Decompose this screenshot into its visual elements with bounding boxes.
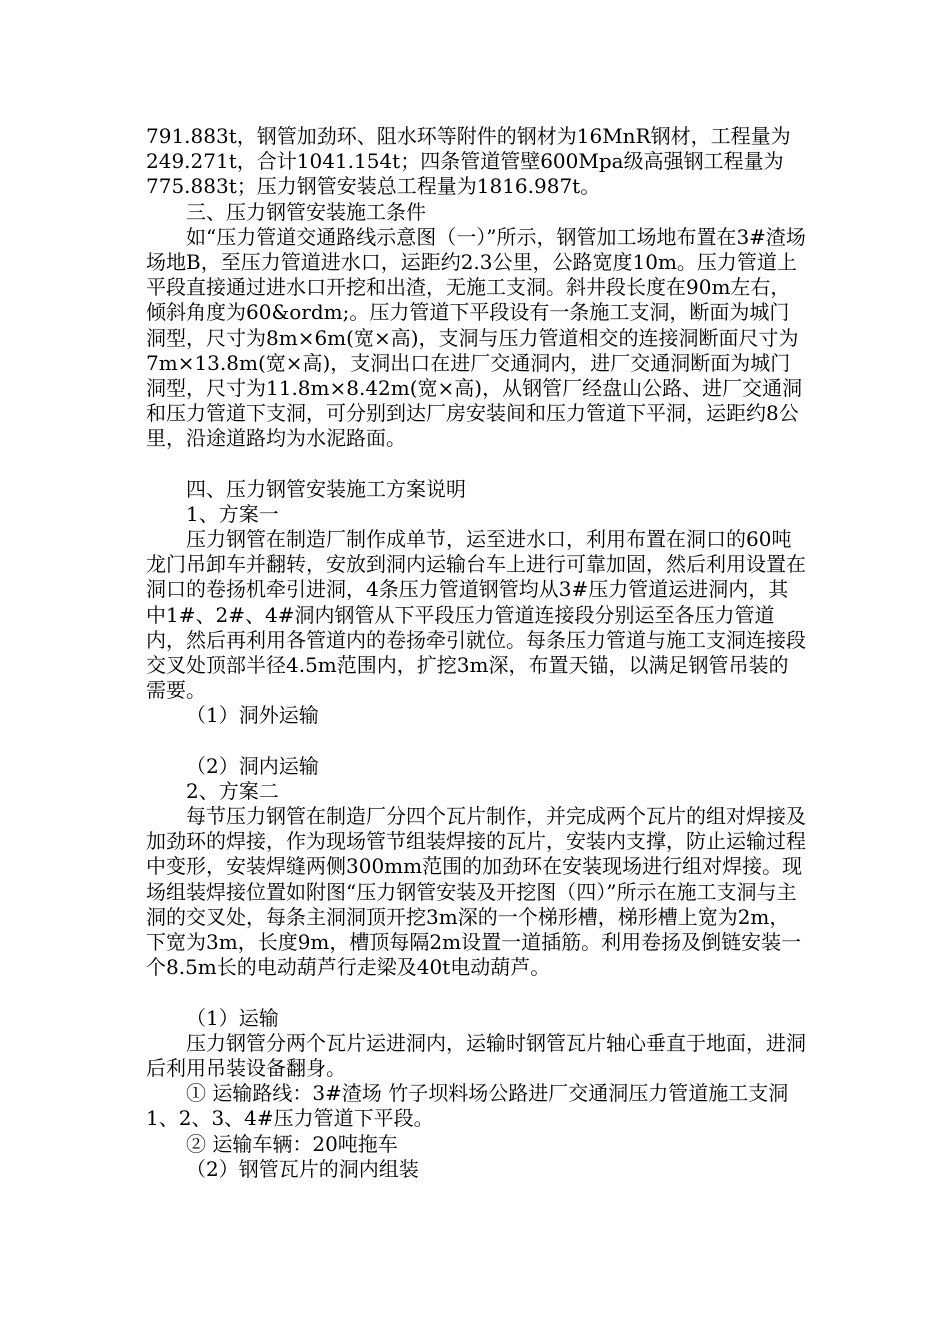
- blank-line: [146, 729, 806, 754]
- blank-line: [146, 981, 806, 1006]
- subheading-plan-2: 2、方案二: [186, 778, 279, 803]
- item-transport-route: ① 运输路线：3#渣场 竹子坝料场公路进厂交通洞压力管道施工支洞1、2、3、4#压力管道下平段。: [146, 1081, 789, 1131]
- item-transport: （1）运输: [186, 1005, 279, 1030]
- paragraph-plan-1: 压力钢管在制造厂制作成单节，运至进水口，利用布置在洞口的60吨龙门吊卸车并翻转，安放到洞内运输台车上进行可靠加固，然后利用设置在洞口的卷扬机牵引进洞，4条压力管道钢管均从3#压力管道运进洞内，其中1#、2#、4#洞内钢管从下平段压力管道连接段分别运至各压力管道内，然后再利用各管道内的卷扬牵引就位。每条压力管道与施工支洞连接段交叉处顶部半径4.5m范围内，扩挖3m深，布置天锚，以满足钢管吊装的需要。: [146, 527, 806, 703]
- item-tile-assembly: （2）钢管瓦片的洞内组装: [186, 1156, 419, 1181]
- section-heading-4: 四、压力钢管安装施工方案说明: [186, 476, 466, 501]
- blank-line: [146, 452, 806, 477]
- document-body: [146, 124, 806, 1182]
- paragraph-quantities: 791.883t，钢管加劲环、阻水环等附件的钢材为16MnR钢材，工程量为249.271t，合计1041.154t；四条管道管壁600Mpa级高强钢工程量为775.883t；压力钢管安装总工程量为1816.987t。: [146, 124, 791, 199]
- item-outside-transport: （1）洞外运输: [186, 703, 319, 728]
- paragraph-conditions: 如“压力管道交通路线示意图（一）”所示，钢管加工场地布置在3#渣场场地B，至压力管道进水口，运距约2.3公里，公路宽度10m。压力管道上平段直接通过进水口开挖和出渣，无施工支洞。斜井段长度在90m左右，倾斜角度为60&ordm;。压力管道下平段设有一条施工支洞，断面为城门洞型，尺寸为8m×6m(宽×高)，支洞与压力管道相交的连接洞断面尺寸为7m×13.8m(宽×高)，支洞出口在进厂交通洞内，进厂交通洞断面为城门洞型，尺寸为11.8m×8.42m(宽×高)，从钢管厂经盘山公路、进厂交通洞和压力管道下支洞，可分别到达厂房安装间和压力管道下平洞，运距约8公里，沿途道路均为水泥路面。: [146, 224, 806, 451]
- paragraph-transport: 压力钢管分两个瓦片运进洞内，运输时钢管瓦片轴心垂直于地面，进洞后利用吊装设备翻身。: [146, 1030, 806, 1080]
- paragraph-plan-2: 每节压力钢管在制造厂分四个瓦片制作，并完成两个瓦片的组对焊接及加劲环的焊接，作为现场管节组装焊接的瓦片，安装内支撑，防止运输过程中变形，安装焊缝两侧300mm范围的加劲环在安装现场进行组对焊接。现场组装焊接位置如附图“压力钢管安装及开挖图（四）”所示在施工支洞与主洞的交叉处，每条主洞洞顶开挖3m深的一个梯形槽，梯形槽上宽为2m，下宽为3m，长度9m，槽顶每隔2m设置一道插筋。利用卷扬及倒链安装一个8.5m长的电动葫芦行走梁及40t电动葫芦。: [146, 804, 806, 980]
- item-inside-transport: （2）洞内运输: [186, 753, 319, 778]
- item-transport-vehicle: ② 运输车辆：20吨拖车: [186, 1131, 398, 1156]
- section-heading-3: 三、压力钢管安装施工条件: [186, 199, 426, 224]
- subheading-plan-1: 1、方案一: [186, 501, 279, 526]
